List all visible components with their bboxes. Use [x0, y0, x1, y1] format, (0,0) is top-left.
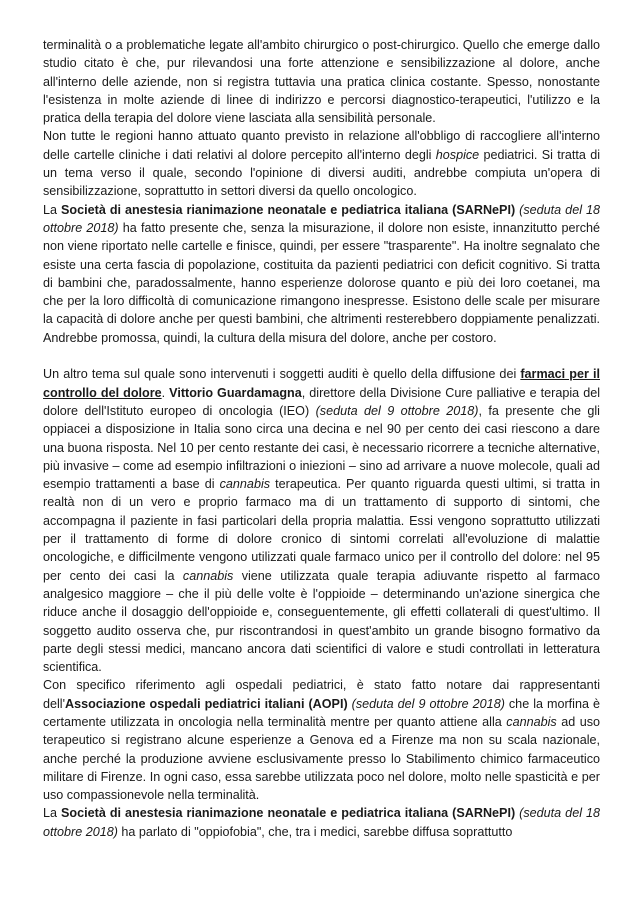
paragraph-p5	[43, 676, 600, 804]
paragraph-p2	[43, 127, 600, 200]
text-run: ha fatto presente che, senza la misurazione, il dolore non esiste, innanzitutto perché non viene riportato nelle cartelle e finisce, quindi, per essere "trasparente". Ha inoltre segnalato che esiste una certa fascia di popolazione, costituita da pazienti pediatrici con deficit cognitivo. Si tratta di bambini che, paradossalmente, hanno esperienze dolorose quanto e più dei loro coetanei, ma che per la loro difficoltà di comunicazione rimangono inespresse. Esistono delle scale per misurare la capacità di dolore anche per questi bambini, che altrimenti resterebbero doppiamente penalizzati. Andrebbe promossa, quindi, la cultura della misura del dolore, anche per costoro.	[43, 220, 600, 345]
text-run: terapeutica. Per quanto riguarda questi ultimi, si tratta in realtà non di un vero e proprio farmaco ma di un trattamento di supporto di sintomi, che accompagna il paziente in fasi particolari della propria malattia. Essi vengono soprattutto utilizzati per il trattamento di forme di dolore cronico di sintomi correlati all'evoluzione di malattie oncologiche, e difficilmente vengono utilizzati quale farmaco unico per il controllo del dolore: nel 95 per cento dei casi la	[43, 477, 600, 583]
text-run: Non tutte le regioni hanno attuato quanto previsto in relazione all'obbligo di raccogliere all'interno delle cartelle cliniche i dati relativi al dolore percepito all'interno degli	[43, 129, 600, 162]
bold-underline-run: farmaci per il controllo del dolore	[43, 367, 600, 400]
document-page	[43, 36, 600, 841]
text-run: ha parlato di "oppiofobia", che, tra i medici, sarebbe diffusa soprattutto	[117, 824, 513, 839]
text-run: ad uso terapeutico si registrano alcune esperienze a Genova ed a Firenze ma non su scala nazionale, anche perché la produzione avviene esclusivamente presso lo Stabilimento chimico farmaceutico militare di Firenze. In ogni caso, essa sarebbe utilizzata poco nel dolore, molto nelle spasticità e per uso compassionevole nella terminalità.	[43, 714, 601, 803]
text-run: viene utilizzata quale terapia adiuvante rispetto al farmaco analgesico maggiore – che il più delle volte è l'oppioide – determinando un'azione sinergica che riduce anche il dosaggio dell'oppioide e, conseguentemente, gli effetti collaterali di quest'ultimo. Il soggetto audito osserva che, pur riscontrandosi in quest'ambito un grande bisogno formativo da parte degli stessi medici, mancano ancora dati scientifici di valore e studi controllati in letteratura scientifica.	[43, 568, 600, 675]
italic-run: cannabis	[182, 568, 234, 583]
italic-run: (seduta del 9 ottobre 2018)	[351, 696, 505, 711]
text-run: La	[43, 202, 62, 217]
text-run: , fa presente che gli oppiacei a disposizione in Italia sono circa una decina e nel 90 per cento dei casi riescono a dare una buona risposta. Nel 10 per cento restante dei casi, è necessario ricorrere a tecniche alternative, più invasive – come ad esempio infiltrazioni o iniezioni – sino ad arrivare a nuove molecole, quali ad esempio trattamenti a base di	[43, 403, 600, 492]
paragraph-spacer	[43, 347, 600, 365]
paragraph-p1	[43, 36, 600, 127]
bold-run: Società di anestesia rianimazione neonatale e pediatrica italiana (SARNePI)	[61, 806, 516, 821]
paragraph-p6	[43, 804, 600, 841]
italic-run: (seduta del 9 ottobre 2018)	[315, 403, 479, 418]
italic-run: cannabis	[219, 477, 271, 492]
italic-run: (seduta del 18 ottobre 2018)	[43, 202, 601, 235]
paragraph-p3	[43, 201, 600, 347]
italic-run: hospice	[435, 147, 480, 162]
text-run: che la morfina è certamente utilizzata in oncologia nella terminalità mentre per quanto attiene alla	[43, 696, 600, 729]
paragraph-p4	[43, 365, 600, 676]
bold-run: Vittorio Guardamagna	[169, 385, 302, 400]
bold-run: Società di anestesia rianimazione neonatale e pediatrica italiana (SARNePI)	[61, 202, 516, 217]
bold-run: Associazione ospedali pediatrici italiani (AOPI)	[65, 696, 348, 711]
text-run: Un altro tema sul quale sono intervenuti i soggetti auditi è quello della diffusione dei	[43, 367, 521, 382]
text-run: , direttore della Divisione Cure palliative e terapia del dolore dell'Istituto europeo di oncologia (IEO)	[43, 385, 601, 418]
text-run: Con specifico riferimento agli ospedali pediatrici, è stato fatto notare dai rappresentanti dell'	[43, 678, 600, 711]
text-run: La	[43, 806, 62, 821]
italic-run: (seduta del 18 ottobre 2018)	[43, 806, 601, 839]
text-run: terminalità o a problematiche legate all'ambito chirurgico o post-chirurgico. Quello che emerge dallo studio citato è che, pur rilevandosi una forte attenzione e sensibilizzazione al dolore, anche all'interno delle aziende, non si registra tuttavia una pratica clinica costante. Spesso, nonostante l'esistenza in molte aziende di linee di indirizzo e percorsi diagnostico-terapeutici, l'utilizzo e la pratica della terapia del dolore viene lasciata alla sensibilità personale.	[43, 38, 600, 126]
italic-run: cannabis	[506, 714, 557, 729]
text-run: .	[161, 385, 170, 400]
text-run: pediatrici. Si tratta di un tema verso il quale, secondo l'opinione di diversi auditi, andrebbe compiuta un'opera di sensibilizzazione, soprattutto in settori diversi da quello oncologico.	[43, 147, 600, 199]
